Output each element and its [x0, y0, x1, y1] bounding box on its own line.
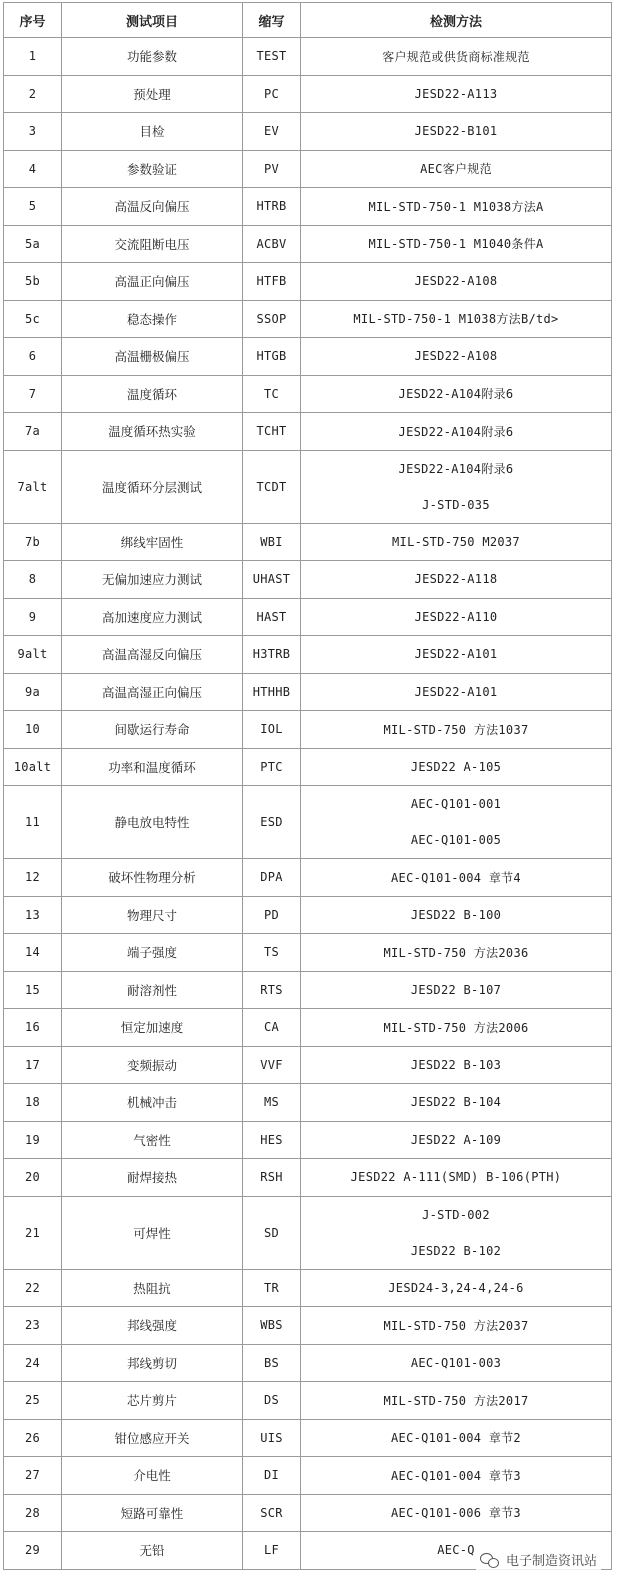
cell-test-method [301, 450, 612, 523]
cell-serial: 6 [4, 338, 62, 376]
table-row [4, 1382, 612, 1420]
cell-test-method [301, 300, 612, 338]
cell-abbreviation: TC [243, 375, 301, 413]
method-line: MIL-STD-750 方法2036 [383, 945, 529, 960]
cell-test-item: 高温栅极偏压 [62, 338, 243, 376]
cell-abbreviation: ESD [243, 786, 301, 859]
cell-test-method [301, 561, 612, 599]
cell-serial: 7alt [4, 450, 62, 523]
cell-abbreviation: SSOP [243, 300, 301, 338]
cell-test-method [301, 786, 612, 859]
cell-abbreviation: TS [243, 934, 301, 972]
test-table-container [3, 2, 611, 1570]
cell-test-method [301, 1419, 612, 1457]
cell-serial: 19 [4, 1121, 62, 1159]
method-line: JESD22-A113 [414, 86, 498, 101]
cell-test-item: 耐焊接热 [62, 1159, 243, 1197]
method-line: MIL-STD-750 方法2037 [383, 1318, 529, 1333]
cell-test-item: 邦线剪切 [62, 1344, 243, 1382]
cell-abbreviation: HTRB [243, 188, 301, 226]
method-line: JESD22 A-109 [410, 1132, 502, 1147]
cell-test-item: 端子强度 [62, 934, 243, 972]
cell-test-item: 耐溶剂性 [62, 971, 243, 1009]
table-row [4, 636, 612, 674]
cell-serial: 5c [4, 300, 62, 338]
cell-abbreviation: SD [243, 1196, 301, 1269]
table-row [4, 38, 612, 76]
cell-abbreviation: UHAST [243, 561, 301, 599]
cell-test-item: 无铅 [62, 1532, 243, 1570]
cell-test-item: 高温正向偏压 [62, 263, 243, 301]
cell-test-method [301, 1084, 612, 1122]
cell-abbreviation: HTFB [243, 263, 301, 301]
cell-serial: 9a [4, 673, 62, 711]
cell-test-method [301, 711, 612, 749]
cell-serial: 26 [4, 1419, 62, 1457]
cell-test-method [301, 188, 612, 226]
table-row [4, 150, 612, 188]
method-line: MIL-STD-750 方法2006 [383, 1020, 529, 1035]
cell-abbreviation: MS [243, 1084, 301, 1122]
cell-abbreviation: DS [243, 1382, 301, 1420]
table-row [4, 748, 612, 786]
cell-test-method [301, 748, 612, 786]
cell-serial: 29 [4, 1532, 62, 1570]
method-line: MIL-STD-750-1 M1038方法A [368, 199, 544, 214]
cell-serial: 7 [4, 375, 62, 413]
table-row [4, 1307, 612, 1345]
cell-serial: 17 [4, 1046, 62, 1084]
cell-test-method [301, 1457, 612, 1495]
table-row [4, 413, 612, 451]
cell-test-method [301, 523, 612, 561]
method-line: AEC-Q [437, 1543, 475, 1558]
method-line: JESD24-3,24-4,24-6 [388, 1280, 524, 1295]
cell-test-method [301, 896, 612, 934]
cell-serial: 5 [4, 188, 62, 226]
table-row [4, 859, 612, 897]
cell-test-item: 芯片剪片 [62, 1382, 243, 1420]
cell-test-item: 高温反向偏压 [62, 188, 243, 226]
cell-serial: 28 [4, 1494, 62, 1532]
method-line: AEC-Q101-005 [410, 833, 502, 847]
cell-test-item: 温度循环 [62, 375, 243, 413]
table-row [4, 896, 612, 934]
method-line: AEC-Q101-006 章节3 [391, 1506, 521, 1521]
cell-abbreviation: ACBV [243, 225, 301, 263]
method-line: JESD22 B-107 [410, 982, 502, 997]
table-row [4, 786, 612, 859]
cell-serial: 7a [4, 413, 62, 451]
cell-test-item: 高温高湿反向偏压 [62, 636, 243, 674]
cell-test-method [301, 113, 612, 151]
cell-test-item: 稳态操作 [62, 300, 243, 338]
table-row [4, 1046, 612, 1084]
cell-serial: 4 [4, 150, 62, 188]
cell-serial: 14 [4, 934, 62, 972]
method-line: JESD22 A-105 [410, 759, 502, 774]
cell-test-method [301, 75, 612, 113]
method-line: J-STD-035 [422, 497, 490, 512]
cell-serial: 1 [4, 38, 62, 76]
method-line: MIL-STD-750-1 M1038方法B/td> [353, 312, 559, 327]
method-line: JESD22-A108 [414, 349, 498, 364]
table-row [4, 1494, 612, 1532]
cell-serial: 9alt [4, 636, 62, 674]
cell-test-item: 机械冲击 [62, 1084, 243, 1122]
header-test-item: 测试项目 [62, 3, 243, 38]
cell-serial: 20 [4, 1159, 62, 1197]
method-line: JESD22 B-104 [410, 1095, 502, 1110]
table-row [4, 934, 612, 972]
table-body [4, 38, 612, 1570]
method-line: JESD22-A101 [414, 647, 498, 662]
cell-abbreviation: DI [243, 1457, 301, 1495]
method-line: AEC-Q101-004 章节2 [391, 1431, 521, 1446]
cell-test-method [301, 673, 612, 711]
cell-test-item: 绑线牢固性 [62, 523, 243, 561]
cell-serial: 5b [4, 263, 62, 301]
cell-abbreviation: H3TRB [243, 636, 301, 674]
cell-abbreviation: RSH [243, 1159, 301, 1197]
cell-serial: 2 [4, 75, 62, 113]
table-header-row [4, 3, 612, 38]
table-row [4, 300, 612, 338]
cell-test-method [301, 225, 612, 263]
method-line: AEC-Q101-004 章节4 [391, 870, 521, 885]
table-row [4, 1084, 612, 1122]
table-row [4, 1196, 612, 1269]
method-line: AEC客户规范 [420, 162, 492, 177]
cell-test-item: 破坏性物理分析 [62, 859, 243, 897]
cell-abbreviation: PC [243, 75, 301, 113]
method-line: MIL-STD-750 M2037 [392, 534, 520, 549]
method-line: 客户规范或供货商标准规范 [382, 49, 530, 64]
cell-abbreviation: HTGB [243, 338, 301, 376]
cell-abbreviation: LF [243, 1532, 301, 1570]
cell-test-item: 热阻抗 [62, 1269, 243, 1307]
cell-abbreviation: WBS [243, 1307, 301, 1345]
cell-test-item: 温度循环分层测试 [62, 450, 243, 523]
cell-test-method [301, 636, 612, 674]
cell-serial: 5a [4, 225, 62, 263]
cell-test-method [301, 598, 612, 636]
method-line: MIL-STD-750 方法1037 [383, 722, 529, 737]
cell-serial: 3 [4, 113, 62, 151]
cell-test-method [301, 338, 612, 376]
method-line: JESD22-A104附录6 [398, 461, 514, 476]
method-line: JESD22-A104附录6 [398, 424, 514, 439]
cell-test-item: 钳位感应开关 [62, 1419, 243, 1457]
cell-test-item: 邦线强度 [62, 1307, 243, 1345]
table-row [4, 225, 612, 263]
cell-test-item: 静电放电特性 [62, 786, 243, 859]
watermark-text: 电子制造资讯站 [505, 1554, 597, 1569]
method-line: JESD22-A110 [414, 609, 498, 624]
table-row [4, 1457, 612, 1495]
method-line: J-STD-002 [422, 1207, 490, 1222]
method-line: JESD22-A104附录6 [398, 387, 514, 402]
table-row [4, 598, 612, 636]
cell-abbreviation: WBI [243, 523, 301, 561]
cell-abbreviation: PTC [243, 748, 301, 786]
method-line: MIL-STD-750-1 M1040条件A [368, 237, 544, 252]
cell-test-method [301, 413, 612, 451]
cell-serial: 24 [4, 1344, 62, 1382]
cell-test-method [301, 859, 612, 897]
cell-abbreviation: PV [243, 150, 301, 188]
cell-test-item: 气密性 [62, 1121, 243, 1159]
cell-test-method [301, 1382, 612, 1420]
method-line: AEC-Q101-003 [410, 1355, 502, 1370]
cell-test-method [301, 1344, 612, 1382]
cell-test-item: 物理尺寸 [62, 896, 243, 934]
cell-test-item: 间歇运行寿命 [62, 711, 243, 749]
cell-test-item: 变频振动 [62, 1046, 243, 1084]
cell-serial: 10alt [4, 748, 62, 786]
header-serial: 序号 [4, 3, 62, 38]
wechat-icon [480, 1552, 500, 1568]
cell-abbreviation: CA [243, 1009, 301, 1047]
table-row [4, 561, 612, 599]
cell-abbreviation: PD [243, 896, 301, 934]
cell-test-method [301, 971, 612, 1009]
cell-test-item: 恒定加速度 [62, 1009, 243, 1047]
cell-test-item: 高加速度应力测试 [62, 598, 243, 636]
cell-serial: 21 [4, 1196, 62, 1269]
cell-test-method [301, 1307, 612, 1345]
cell-abbreviation: HES [243, 1121, 301, 1159]
header-abbreviation: 缩写 [243, 3, 301, 38]
cell-abbreviation: UIS [243, 1419, 301, 1457]
cell-test-method [301, 1009, 612, 1047]
method-line: JESD22-A108 [414, 274, 498, 289]
cell-abbreviation: BS [243, 1344, 301, 1382]
cell-test-item: 参数验证 [62, 150, 243, 188]
table-row [4, 971, 612, 1009]
cell-serial: 9 [4, 598, 62, 636]
cell-test-item: 可焊性 [62, 1196, 243, 1269]
method-line: JESD22-B101 [414, 124, 498, 139]
cell-test-method [301, 375, 612, 413]
table-row [4, 673, 612, 711]
table-row [4, 338, 612, 376]
cell-test-item: 功能参数 [62, 38, 243, 76]
table-row [4, 1159, 612, 1197]
cell-test-item: 短路可靠性 [62, 1494, 243, 1532]
table-row [4, 1344, 612, 1382]
table-row [4, 1009, 612, 1047]
cell-serial: 16 [4, 1009, 62, 1047]
cell-serial: 27 [4, 1457, 62, 1495]
test-table [3, 2, 612, 1570]
table-row [4, 75, 612, 113]
watermark [476, 1548, 601, 1571]
cell-abbreviation: TR [243, 1269, 301, 1307]
cell-test-method [301, 934, 612, 972]
cell-abbreviation: HAST [243, 598, 301, 636]
cell-test-item: 功率和温度循环 [62, 748, 243, 786]
cell-abbreviation: TCHT [243, 413, 301, 451]
cell-serial: 10 [4, 711, 62, 749]
cell-test-method [301, 1159, 612, 1197]
cell-abbreviation: SCR [243, 1494, 301, 1532]
cell-test-item: 无偏加速应力测试 [62, 561, 243, 599]
cell-abbreviation: HTHHB [243, 673, 301, 711]
cell-test-method [301, 1269, 612, 1307]
table-row [4, 375, 612, 413]
cell-test-method [301, 150, 612, 188]
cell-test-item: 介电性 [62, 1457, 243, 1495]
cell-serial: 15 [4, 971, 62, 1009]
table-row [4, 523, 612, 561]
cell-test-method [301, 1121, 612, 1159]
table-row [4, 263, 612, 301]
cell-test-item: 预处理 [62, 75, 243, 113]
method-line: JESD22 A-111(SMD) B-106(PTH) [350, 1170, 562, 1185]
method-line: JESD22 B-103 [410, 1057, 502, 1072]
method-line: JESD22 B-102 [410, 1243, 502, 1258]
cell-test-method [301, 1046, 612, 1084]
cell-serial: 18 [4, 1084, 62, 1122]
method-line: AEC-Q101-004 章节3 [391, 1468, 521, 1483]
table-row [4, 450, 612, 523]
cell-test-item: 温度循环热实验 [62, 413, 243, 451]
cell-serial: 8 [4, 561, 62, 599]
method-line: MIL-STD-750 方法2017 [383, 1393, 529, 1408]
table-row [4, 711, 612, 749]
table-row [4, 113, 612, 151]
cell-test-item: 交流阻断电压 [62, 225, 243, 263]
method-line: JESD22-A118 [414, 572, 498, 587]
cell-abbreviation: DPA [243, 859, 301, 897]
cell-serial: 22 [4, 1269, 62, 1307]
cell-abbreviation: TEST [243, 38, 301, 76]
table-row [4, 1121, 612, 1159]
cell-abbreviation: RTS [243, 971, 301, 1009]
cell-serial: 12 [4, 859, 62, 897]
cell-abbreviation: IOL [243, 711, 301, 749]
cell-test-method [301, 1196, 612, 1269]
table-row [4, 1269, 612, 1307]
cell-serial: 13 [4, 896, 62, 934]
cell-test-method [301, 1494, 612, 1532]
table-row [4, 188, 612, 226]
cell-test-item: 目检 [62, 113, 243, 151]
cell-abbreviation: VVF [243, 1046, 301, 1084]
table-row [4, 1419, 612, 1457]
cell-test-method [301, 263, 612, 301]
method-line: AEC-Q101-001 [410, 797, 502, 811]
header-test-method: 检测方法 [301, 3, 612, 38]
cell-abbreviation: EV [243, 113, 301, 151]
cell-serial: 23 [4, 1307, 62, 1345]
method-line: JESD22 B-100 [410, 907, 502, 922]
cell-abbreviation: TCDT [243, 450, 301, 523]
cell-serial: 7b [4, 523, 62, 561]
cell-test-method [301, 38, 612, 76]
cell-test-item: 高温高湿正向偏压 [62, 673, 243, 711]
cell-serial: 11 [4, 786, 62, 859]
method-line: JESD22-A101 [414, 684, 498, 699]
cell-serial: 25 [4, 1382, 62, 1420]
